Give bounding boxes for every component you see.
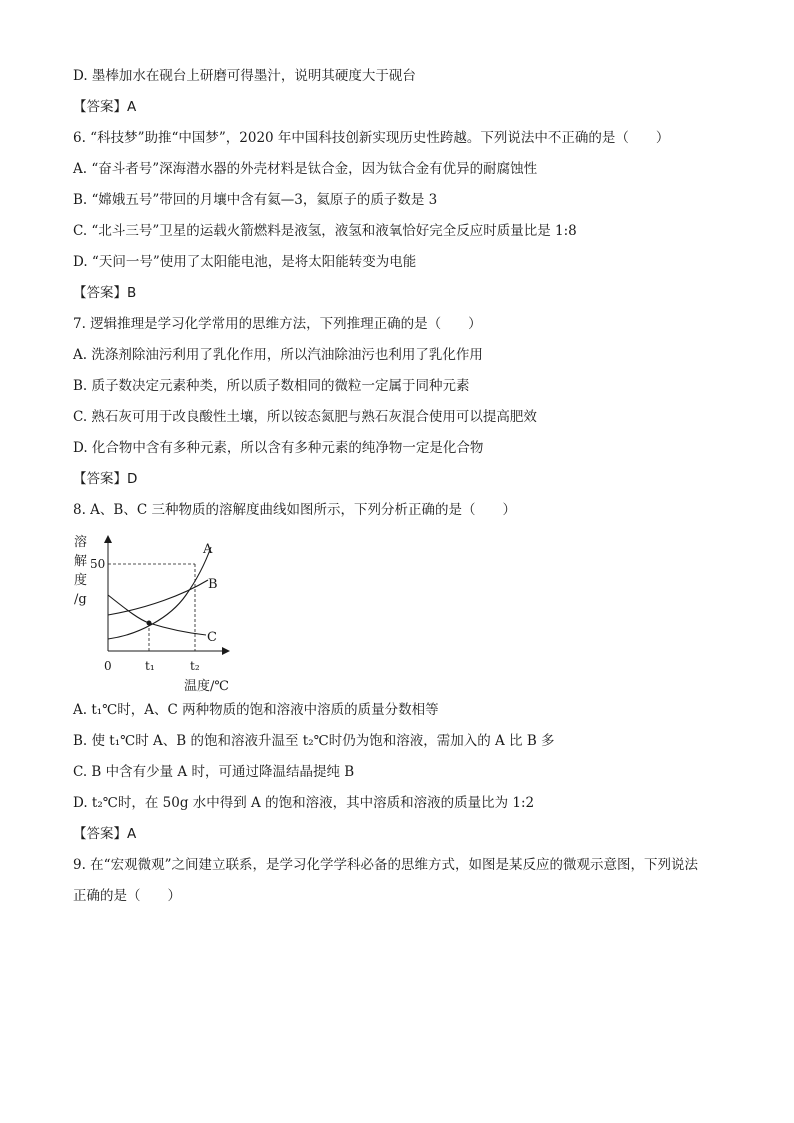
text-line: 7. 逻辑推理是学习化学常用的思维方法，下列推理正确的是（ ） [73,316,482,332]
text-line: D. “天问一号”使用了太阳能电池，是将太阳能转变为电能 [73,254,417,270]
text-line: A. “奋斗者号”深海潜水器的外壳材料是钛合金，因为钛合金有优异的耐腐蚀性 [73,161,538,177]
curve-c [108,595,206,635]
text-line: C. 熟石灰可用于改良酸性土壤，所以铵态氮肥与熟石灰混合使用可以提高肥效 [73,409,537,425]
text-line: A. t₁℃时，A、C 两种物质的饱和溶液中溶质的质量分数相等 [73,702,439,718]
series-label-b: B [208,577,218,592]
text-line: 8. A、B、C 三种物质的溶解度曲线如图所示，下列分析正确的是（ ） [73,502,516,518]
ylabel-char-2: 解 [74,554,88,569]
y-tick-50: 50 [90,557,106,571]
text-line: B. 使 t₁℃时 A、B 的饱和溶液升温至 t₂℃时仍为饱和溶液，需加入的 A 比 B 多 [73,733,555,749]
intersection-point [147,621,152,626]
solubility-chart [68,533,268,693]
text-line: D. 化合物中含有多种元素，所以含有多种元素的纯净物一定是化合物 [73,440,484,456]
text-line: C. “北斗三号”卫星的运载火箭燃料是液氢，液氢和液氧恰好完全反应时质量比是 1:8 [73,223,577,239]
text-line: B. 质子数决定元素种类，所以质子数相同的微粒一定属于同种元素 [73,378,470,394]
x-tick-t2: t₂ [190,659,200,673]
text-line: A. 洗涤剂除油污利用了乳化作用，所以汽油除油污也利用了乳化作用 [73,347,483,363]
series-label-a: A [203,542,213,557]
text-line: 正确的是（ ） [73,888,181,904]
text-line: 9. 在“宏观微观”之间建立联系，是学习化学学科必备的思维方式，如图是某反应的微观示意图，下列说法 [73,857,698,873]
curve-a [108,547,211,639]
x-tick-t1: t₁ [145,659,155,673]
text-line: C. B 中含有少量 A 时，可通过降温结晶提纯 B [73,764,355,780]
ylabel-char-1: 溶 [74,535,88,550]
ylabel-char-3: 度 [74,573,88,588]
text-line: D. t₂℃时，在 50g 水中得到 A 的饱和溶液，其中溶质和溶液的质量比为 1:2 [73,795,535,811]
answer-line: 【答案】A [73,99,137,115]
text-line: D. 墨棒加水在砚台上研磨可得墨汁，说明其硬度大于砚台 [73,68,416,84]
text-line: 6. “科技梦”助推“中国梦”，2020 年中国科技创新实现历史性跨越。下列说法中不正确的是（ ） [73,130,670,146]
text-line: B. “嫦娥五号”带回的月壤中含有氦—3，氦原子的质子数是 3 [73,192,438,208]
answer-line: 【答案】B [73,285,137,301]
series-label-c: C [207,630,217,645]
ylabel-char-4: /g [74,592,87,607]
origin-label: 0 [104,659,112,673]
x-axis-label: 温度/℃ [184,679,229,693]
answer-line: 【答案】A [73,826,137,842]
answer-line: 【答案】D [73,471,138,487]
